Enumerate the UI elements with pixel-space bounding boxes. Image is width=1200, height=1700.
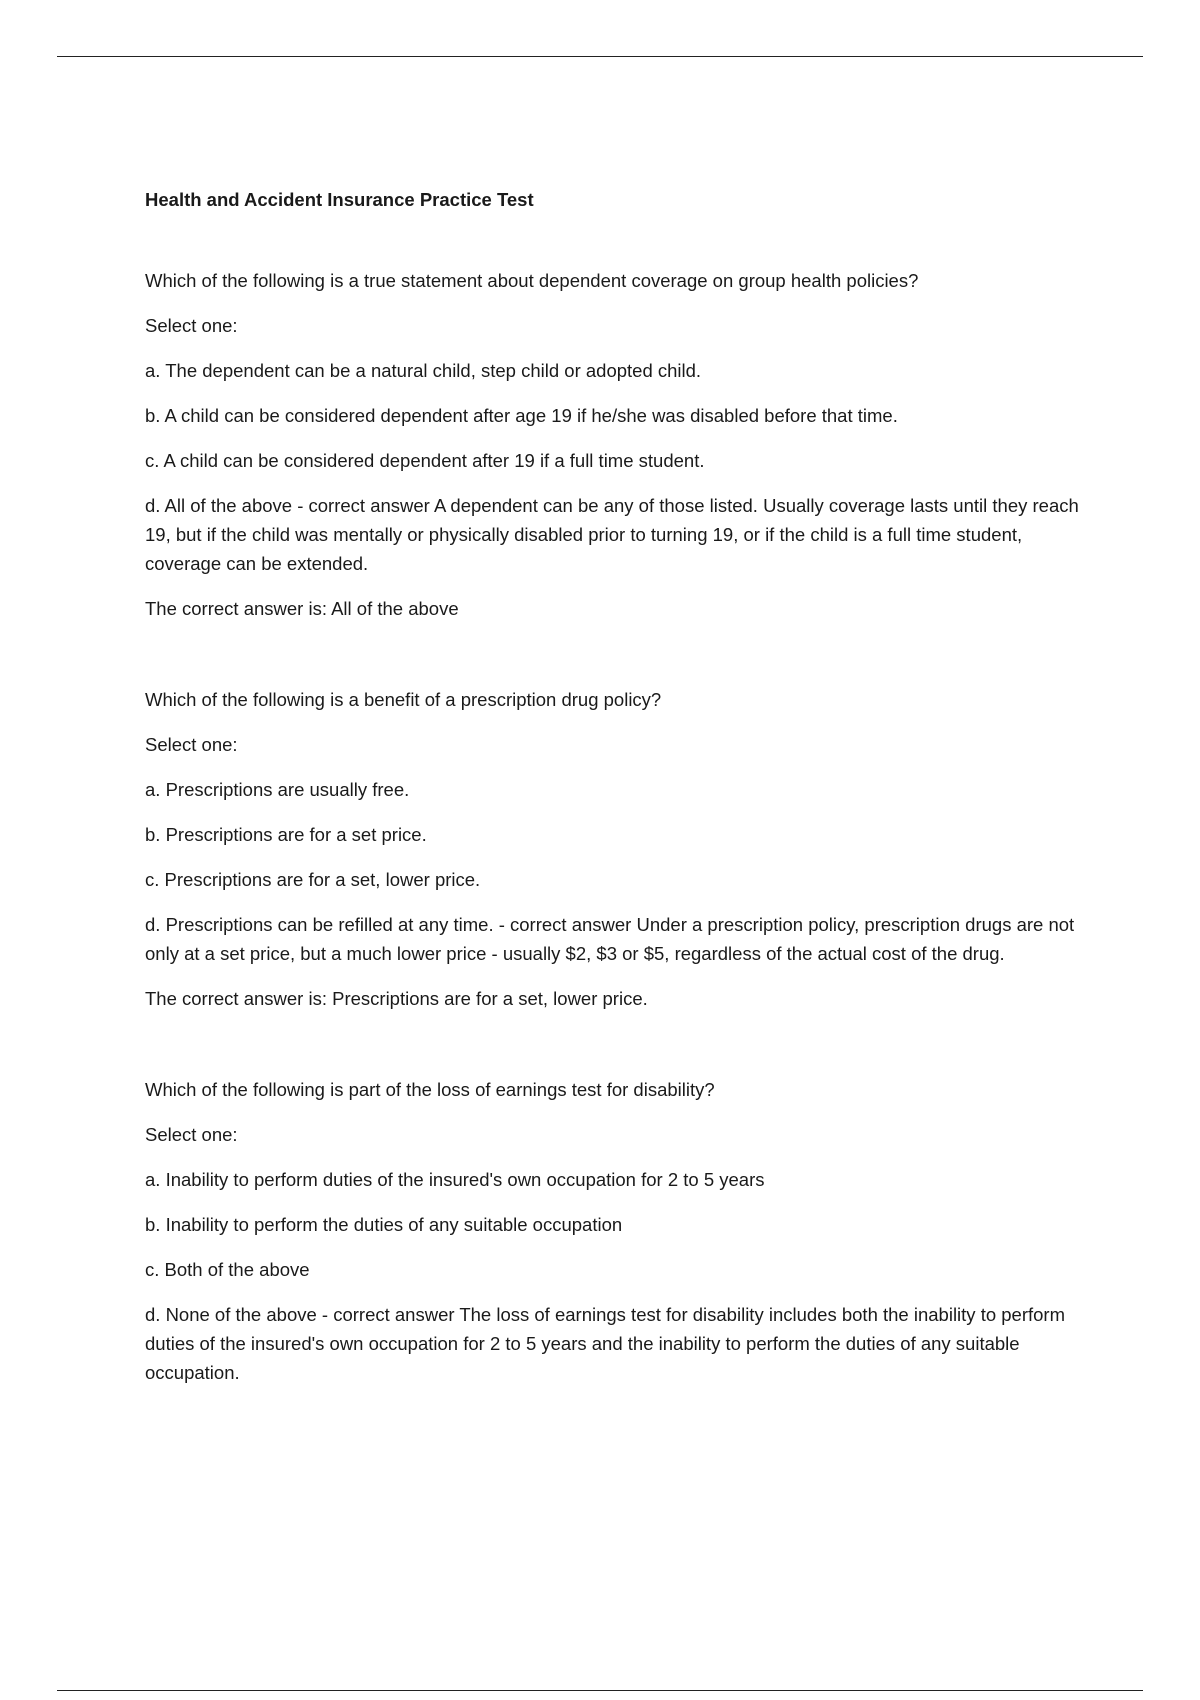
correct-answer: The correct answer is: Prescriptions are for a set, lower price. — [145, 988, 648, 1009]
bottom-rule — [57, 1690, 1143, 1691]
option-b: b. A child can be considered dependent after age 19 if he/she was disabled before that time. — [145, 405, 898, 426]
option-c: c. Prescriptions are for a set, lower price. — [145, 869, 481, 890]
select-one-label: Select one: — [145, 1124, 238, 1145]
top-rule — [57, 56, 1143, 57]
option-d: d. None of the above - correct answer The loss of earnings test for disability includes both the inability to perform duties of the insured's own occupation for 2 to 5 years and the inability to perform the duties of any suitable occupation. — [145, 1304, 1065, 1383]
question-text: Which of the following is a benefit of a prescription drug policy? — [145, 689, 662, 710]
option-d: d. All of the above - correct answer A dependent can be any of those listed. Usually coverage lasts until they reach 19, but if the child was mentally or physically disabled prior to turning 19, or if the child is a full time student, coverage can be extended. — [145, 495, 1079, 574]
document-title: Health and Accident Insurance Practice Test — [145, 189, 534, 210]
question-text: Which of the following is part of the loss of earnings test for disability? — [145, 1079, 715, 1100]
option-a: a. Prescriptions are usually free. — [145, 779, 410, 800]
option-b: b. Inability to perform the duties of any suitable occupation — [145, 1214, 623, 1235]
option-c: c. A child can be considered dependent after 19 if a full time student. — [145, 450, 705, 471]
question-block — [145, 1075, 1095, 1387]
question-block — [145, 266, 1095, 623]
option-d: d. Prescriptions can be refilled at any time. - correct answer Under a prescription policy, prescription drugs are not only at a set price, but a much lower price - usually $2, $3 or $5, regardless of the actual cost of the drug. — [145, 914, 1075, 964]
option-a: a. The dependent can be a natural child, step child or adopted child. — [145, 360, 702, 381]
correct-answer: The correct answer is: All of the above — [145, 598, 459, 619]
option-a: a. Inability to perform duties of the insured's own occupation for 2 to 5 years — [145, 1169, 765, 1190]
document-body — [145, 188, 1095, 1387]
select-one-label: Select one: — [145, 315, 238, 336]
option-c: c. Both of the above — [145, 1259, 310, 1280]
question-text: Which of the following is a true statement about dependent coverage on group health policies? — [145, 270, 919, 291]
question-block — [145, 685, 1095, 1013]
select-one-label: Select one: — [145, 734, 238, 755]
option-b: b. Prescriptions are for a set price. — [145, 824, 427, 845]
